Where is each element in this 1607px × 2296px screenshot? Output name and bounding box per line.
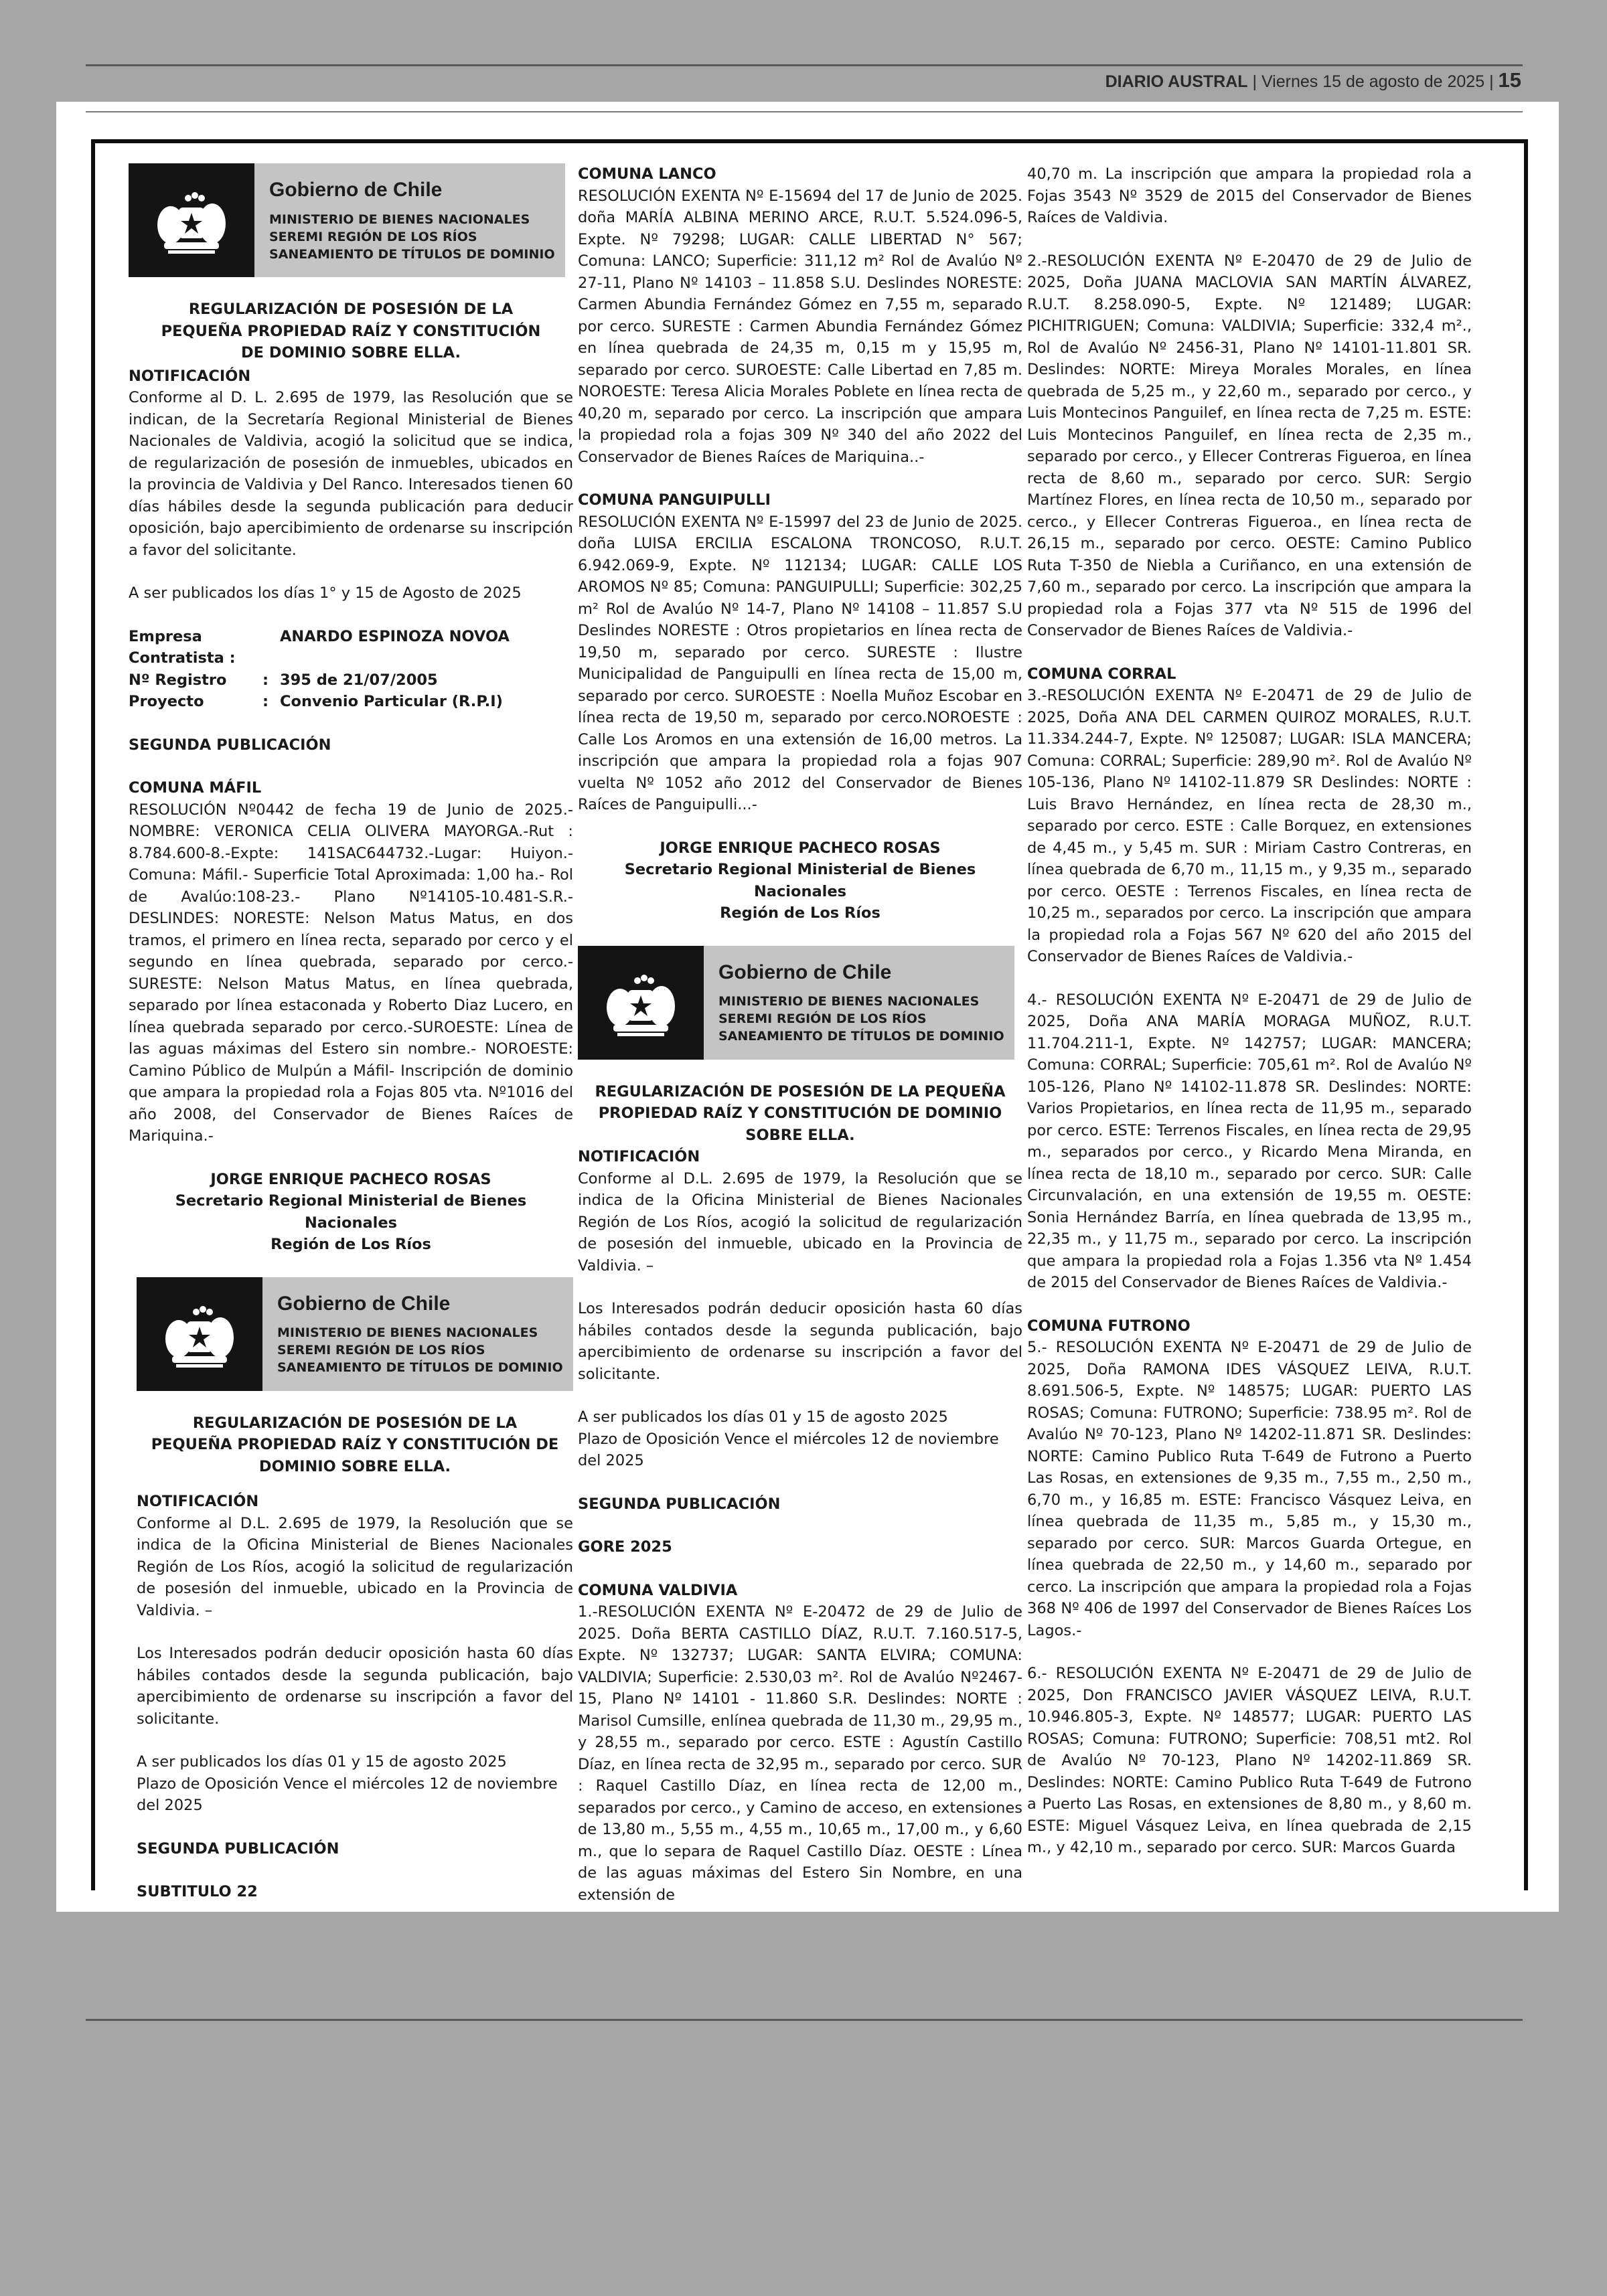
header-ministry: MINISTERIO DE BIENES NACIONALES (277, 1325, 538, 1340)
header-seremi: SEREMI REGIÓN DE LOS RÍOS (718, 1011, 927, 1026)
government-header (129, 163, 565, 277)
opposition-text: Los Interesados podrán deducir oposición hasta 60 días hábiles contados desde la segunda publicación, bajo apercibimiento de ordenarse su inscripción a favor del solicitante. (137, 1645, 573, 1728)
comuna-heading: COMUNA PANGUIPULLI (578, 491, 771, 509)
notice-body: 4.- RESOLUCIÓN EXENTA Nº E-20471 de 29 de Julio de 2025, Doña ANA MARÍA MORAGA MUÑOZ, R.U.T. 11.704.211-1, Expte. Nº 142757; LUGAR: MANCERA; Comuna: CORRAL; Superficie: 705,61 m². Rol de Avalúo Nº 105-126, Plano Nº 14102-11.878 SR. Deslindes: NORTE: Varios Propietarios, en línea recta de 11,95 m., separado por cerco. ESTE: Terrenos Fiscales, en línea recta de 29,95 m., separados por cerco., y Ricardo Mena Miranda, en línea recta de 18,10 m., separado por cerco. SUR: Calle Circunvalación, en una extensión de 19,55 m. OESTE: Sonia Hernández Barría, en línea quebrada de 13,95 m., 22,35 m., y 11,75 m., separado por cerco. La inscripción que ampara la propiedad rola a Fojas 1.356 vta Nº 1.454 de 2015 del Conservador de Bienes Raíces de Valdivia.- (1027, 991, 1472, 1291)
notice-body: 3.-RESOLUCIÓN EXENTA Nº E-20471 de 29 de Julio de 2025, Doña ANA DEL CARMEN QUIROZ MORALES, R.U.T. 11.334.244-7, Expte. Nº 125087; LUGAR: ISLA MANCERA; Comuna: CORRAL; Superficie: 289,90 m². Rol de Avalúo Nº 105-136, Plano Nº 14102-11.879 SR Deslindes: NORTE : Luis Bravo Hernández, en línea recta de 28,30 m., separado por cerco. ESTE : Calle Borquez, en extensiones de 4,45 m., y 5,45 m. SUR : Miriam Castro Contreras, en línea quebrada de 6,70 m., 11,15 m., y 9,35 m., separado por cerco. OESTE : Terrenos Fiscales, en línea recta de 10,25 m., separados por cerco. La inscripción que ampara la propiedad rola a Fojas 567 Nº 620 del año 2015 del Conservador de Bienes Raíces de Valdivia.- (1027, 687, 1472, 965)
comuna-heading: COMUNA LANCO (578, 165, 716, 183)
opposition-text: Los Interesados podrán deducir oposición hasta 60 días hábiles contados desde la segunda publicación, bajo apercibimiento de ordenarse su inscripción a favor del solicitante. (578, 1300, 1022, 1383)
second-publication-label: SEGUNDA PUBLICACIÓN (578, 1495, 781, 1513)
page-number: 15 (1498, 68, 1521, 92)
comuna-heading: COMUNA MÁFIL (129, 779, 262, 797)
notification-heading: NOTIFICACIÓN (137, 1493, 259, 1510)
column-1 (129, 163, 573, 1903)
chile-coat-of-arms-icon (578, 946, 704, 1060)
notification-body: Conforme al D.L. 2.695 de 1979, la Resolución que se indica de la Oficina Ministerial de Bienes Nacionales Región de Los Ríos, acogió la solicitud de regularización de posesión del inmueble, ubicado en la Provincia de Valdivia. – (137, 1514, 573, 1619)
comuna-heading: COMUNA CORRAL (1027, 665, 1176, 683)
header-divider (86, 111, 1523, 112)
bottom-rule (86, 2019, 1523, 2021)
notification-body: Conforme al D.L. 2.695 de 1979, la Resolución que se indica de la Oficina Ministerial de Bienes Nacionales Región de Los Ríos, acogió la solicitud de regularización de posesión del inmueble, ubicado en la Provincia de Valdivia. – (578, 1169, 1022, 1275)
issue-date: Viernes 15 de agosto de 2025 (1261, 72, 1485, 91)
signer-title: Secretario Regional Ministerial de Bienes Nacionales (624, 861, 976, 900)
contractor-row: Empresa Contratista : ANARDO ESPINOZA NOVOA (129, 627, 510, 667)
header-title: Gobierno de Chile (269, 179, 443, 201)
newspaper-page (56, 102, 1559, 1912)
opposition-deadline: Plazo de Oposición Vence el miércoles 12 de noviembre del 2025 (137, 1775, 558, 1814)
publication-dates: A ser publicados los días 01 y 15 de agosto 2025 (137, 1753, 507, 1771)
chile-coat-of-arms-icon (137, 1277, 262, 1391)
project-row: Proyecto : Convenio Particular (R.P.I) (129, 693, 503, 710)
notification-body: Conforme al D. L. 2.695 de 1979, las Resolución que se indican, de la Secretaría Regional Ministerial de Bienes Nacionales de Valdivia, acogió la solicitud que se indica, de regularización de posesión de inmuebles, ubicados en la provincia de Valdivia y Del Ranco. Interesados tienen 60 días hábiles desde la segunda publicación para deducir oposición, bajo apercibimiento de ordenarse su inscripción a favor del solicitante. (129, 389, 573, 559)
comuna-heading: COMUNA FUTRONO (1027, 1317, 1191, 1335)
header-program: SANEAMIENTO DE TÍTULOS DE DOMINIO (718, 1029, 1004, 1044)
registry-row: Nº Registro : 395 de 21/07/2005 (129, 671, 438, 689)
regularization-title: REGULARIZACIÓN DE POSESIÓN DE LA PEQUEÑA PROPIEDAD RAÍZ Y CONSTITUCIÓN DE DOMINIO SOBRE ELLA. (151, 1414, 559, 1475)
chile-coat-of-arms-icon (129, 163, 254, 277)
government-header (578, 946, 1014, 1060)
publication-dates: A ser publicados los días 1° y 15 de Agosto de 2025 (129, 584, 522, 602)
header-seremi: SEREMI REGIÓN DE LOS RÍOS (277, 1343, 485, 1358)
subtitle-label: SUBTITULO 22 (137, 1883, 258, 1900)
notice-body: 40,70 m. La inscripción que ampara la propiedad rola a Fojas 3543 Nº 3529 de 2015 del Conservador de Bienes Raíces de Valdivia. (1027, 165, 1472, 226)
comuna-heading: COMUNA VALDIVIA (578, 1581, 738, 1599)
second-publication-label: SEGUNDA PUBLICACIÓN (137, 1839, 339, 1858)
signer-region: Región de Los Ríos (271, 1236, 431, 1253)
header-ministry: MINISTERIO DE BIENES NACIONALES (718, 994, 980, 1009)
header-title: Gobierno de Chile (277, 1292, 451, 1315)
column-3 (1027, 163, 1472, 1859)
header-title: Gobierno de Chile (718, 961, 892, 983)
notice-body: RESOLUCIÓN Nº0442 de fecha 19 de Junio de 2025.- NOMBRE: VERONICA CELIA OLIVERA MAYORGA.-Rut : 8.784.600-8.-Expte: 141SAC644732.-Lugar: Huiyon.- Comuna: Máfil.- Superficie Total Aproximada: 1,00 ha.- Rol de Avalúo:108-23.- Plano Nº14105-10.481-S.R.-DESLINDES: NORESTE: Nelson Matus Matus, en dos tramos, el primero en línea recta, separado por cerco y el segundo en línea quebrada, separado por cerco.- SURESTE: Nelson Matus Matus, en línea quebrada, separado por línea estaconada y Roberto Diaz Lucero, en línea quebrada separado por cerco.-SUROESTE: Línea de las aguas máximas del Estero sin nombre.- NOROESTE: Camino Público de Mulpún a Máfil- Inscripción de dominio que ampara la propiedad rola a Fojas 805 vta. Nº1016 del año 2008, del Conservador de Bienes Raíces de Mariquina.- (129, 801, 573, 1145)
notice-body: RESOLUCIÓN EXENTA Nº E-15997 del 23 de Junio de 2025. doña LUISA ERCILIA ESCALONA TRONCOSO, R.U.T. 6.942.069-9, Expte. Nº 112134; LUGAR: CALLE LOS AROMOS Nº 85; Comuna: PANGUIPULLI; Superficie: 302,25 m² Rol de Avalúo Nº 14-7, Plano Nº 14108 – 11.857 S.U Deslindes NORESTE : Otros propietarios en línea recta de 19,50 m, separado por cerco. SURESTE : Ilustre Municipalidad de Panguipulli en línea recta de 15,00 m, separado por cerco. SUROESTE : Noella Muñoz Escobar en línea recta de 19,50 m, separado por cerco.NOROESTE : Calle Los Aromos en una extensión de 16,00 metros. La inscripción que ampara la propiedad rola a fojas 907 vuelta Nº 1052 año 2012 del Conservador de Bienes Raíces de Panguipulli...- (578, 513, 1022, 813)
regularization-title: REGULARIZACIÓN DE POSESIÓN DE LA PEQUEÑA PROPIEDAD RAÍZ Y CONSTITUCIÓN DE DOMINIO SOBRE ELLA. (595, 1082, 1006, 1144)
header-program: SANEAMIENTO DE TÍTULOS DE DOMINIO (269, 246, 555, 262)
header-seremi: SEREMI REGIÓN DE LOS RÍOS (269, 229, 477, 244)
header-program: SANEAMIENTO DE TÍTULOS DE DOMINIO (277, 1360, 563, 1375)
publication-dates: A ser publicados los días 01 y 15 de agosto 2025 (578, 1408, 948, 1426)
second-publication-label: SEGUNDA PUBLICACIÓN (129, 736, 331, 754)
signer-name: JORGE ENRIQUE PACHECO ROSAS (660, 839, 941, 857)
column-2 (578, 163, 1022, 1906)
gore-label: GORE 2025 (578, 1538, 672, 1556)
opposition-deadline: Plazo de Oposición Vence el miércoles 12 de noviembre del 2025 (578, 1430, 999, 1469)
government-header (137, 1277, 573, 1391)
signer-name: JORGE ENRIQUE PACHECO ROSAS (210, 1170, 491, 1188)
notice-body: 5.- RESOLUCIÓN EXENTA Nº E-20471 de 29 de Julio de 2025, Doña RAMONA IDES VÁSQUEZ LEIVA, R.U.T. 8.691.506-5, Expte. Nº 148575; LUGAR: PUERTO LAS ROSAS; Comuna: FUTRONO; Superficie: 738.95 m². Rol de Avalúo Nº 70-123, Plano Nº 14202-11.871 SR. Deslindes: NORTE: Camino Publico Ruta T-649 de Futrono a Puerto Las Rosas, en extensiones de 9,35 m., 7,55 m., 2,50 m., 6,70 m., y 16,85 m. ESTE: Francisco Vásquez Leiva, en línea quebrada de 11,35 m., 5,85 m., y 15,30 m., separado por cerco. SUR: Marcos Guarda Ortegue, en línea quebrada de 22,50 m., y 14,60 m., separado por cerco. La inscripción que ampara la propiedad rola a Fojas 368 Nº 406 de 1997 del Conservador de Bienes Raíces Los Lagos.- (1027, 1339, 1472, 1639)
notice-body: 2.-RESOLUCIÓN EXENTA Nº E-20470 de 29 de Julio de 2025, Doña JUANA MACLOVIA SAN MARTÍN ÁLVAREZ, R.U.T. 8.258.090-5, Expte. Nº 121489; LUGAR: PICHITRIGUEN; Comuna: VALDIVIA; Superficie: 332,4 m²., Rol de Avalúo Nº 2456-31, Plano Nº 14101-11.801 SR. Deslindes: NORTE: Mireya Morales Morales, en línea quebrada de 5,25 m., y 22,60 m., separado por cerco., y Luis Montecinos Panguilef, en línea recta de 7,25 m. ESTE: Luis Montecinos Panguilef, en línea recta de 2,35 m., separado por cerco., y Ellecer Contreras Figueroa, en línea recta de 8,60 m., separado por cerco. SUR: Sergio Martínez Flores, en línea recta de 10,50 m., separado por cerco., y Ellecer Contreras Figueroa., en línea recta de 26,15 m., separado por cerco. OESTE: Camino Publico Ruta T-350 de Niebla a Curiñanco, en una extensión de 7,60 m., separado por cerco. La inscripción que ampara la propiedad rola a Fojas 377 vta Nº 515 de 1996 del Conservador de Bienes Raíces de Valdivia.- (1027, 252, 1472, 639)
signer-title: Secretario Regional Ministerial de Bienes Nacionales (175, 1192, 527, 1232)
header-ministry: MINISTERIO DE BIENES NACIONALES (269, 212, 530, 227)
masthead: DIARIO AUSTRAL | Viernes 15 de agosto de 2025 | 15 (1105, 68, 1521, 92)
newspaper-name: DIARIO AUSTRAL (1105, 72, 1248, 91)
notification-heading: NOTIFICACIÓN (578, 1148, 700, 1165)
signer-region: Región de Los Ríos (720, 904, 881, 922)
notice-body: 6.- RESOLUCIÓN EXENTA Nº E-20471 de 29 de Julio de 2025, Don FRANCISCO JAVIER VÁSQUEZ LEIVA, R.U.T. 10.946.805-3, Expte. Nº 148577; LUGAR: PUERTO LAS ROSAS; Comuna: FUTRONO; Superficie: 708,51 mt2. Rol de Avalúo Nº 70-123, Plano Nº 14202-11.869 SR. Deslindes: NORTE: Camino Publico Ruta T-649 de Futrono a Puerto Las Rosas, en extensiones de 8,80 m., y 8,60 m. ESTE: Miguel Vásquez Leiva, en línea quebrada de 2,15 m., y 42,10 m., separado por cerco. SUR: Marcos Guarda (1027, 1665, 1472, 1856)
notice-body: RESOLUCIÓN EXENTA Nº E-15694 del 17 de Junio de 2025. doña MARÍA ALBINA MERINO ARCE, R.U.T. 5.524.096-5, Expte. Nº 79298; LUGAR: CALLE LIBERTAD N° 567; Comuna: LANCO; Superficie: 311,12 m² Rol de Avalúo Nº 27-11, Plano Nº 14103 – 11.858 S.U. Deslindes NORESTE: Carmen Abundia Fernández Gómez en 7,55 m, separado por cerco. SURESTE : Carmen Abundia Fernández Gómez en línea quebrada de 24,35 m, 0,15 m y 15,95 m, separado por cerco. SUROESTE: Calle Libertad en 7,85 m. NOROESTE: Teresa Alicia Morales Poblete en línea recta de 40,20 m, separado por cerco. La inscripción que ampara la propiedad rola a fojas 309 Nº 340 del año 2022 del Conservador de Bienes Raíces de Mariquina..- (578, 187, 1022, 466)
notification-heading: NOTIFICACIÓN (129, 367, 251, 385)
top-rule (86, 64, 1523, 66)
notice-body: 1.-RESOLUCIÓN EXENTA Nº E-20472 de 29 de Julio de 2025. Doña BERTA CASTILLO DÍAZ, R.U.T. 7.160.517-5, Expte. Nº 132737; LUGAR: SANTA ELVIRA; COMUNA: VALDIVIA; Superficie: 2.530,03 m². Rol de Avalúo Nº2467-15, Plano Nº 14101 - 11.860 S.R. Deslindes: NORTE : Marisol Cumsille, enlínea quebrada de 11,30 m., 29,95 m., y 28,55 m., separado por cerco. ESTE : Agustín Castillo Díaz, en línea recta de 32,95 m., separado por cerco. SUR : Raquel Castillo Díaz, en línea recta de 12,00 m., separados por cerco., y Camino de acceso, en extensiones de 13,80 m., 5,55 m., 4,55 m., 10,65 m., 17,00 m., y 6,60 m., que lo separa de Raquel Castillo Díaz. OESTE : Línea de las aguas máximas del Estero Sin Nombre, en una extensión de (578, 1603, 1022, 1904)
notices-frame (91, 139, 1528, 1904)
regularization-title: REGULARIZACIÓN DE POSESIÓN DE LA PEQUEÑA PROPIEDAD RAÍZ Y CONSTITUCIÓN DE DOMINIO SOBRE ELLA. (161, 301, 541, 361)
